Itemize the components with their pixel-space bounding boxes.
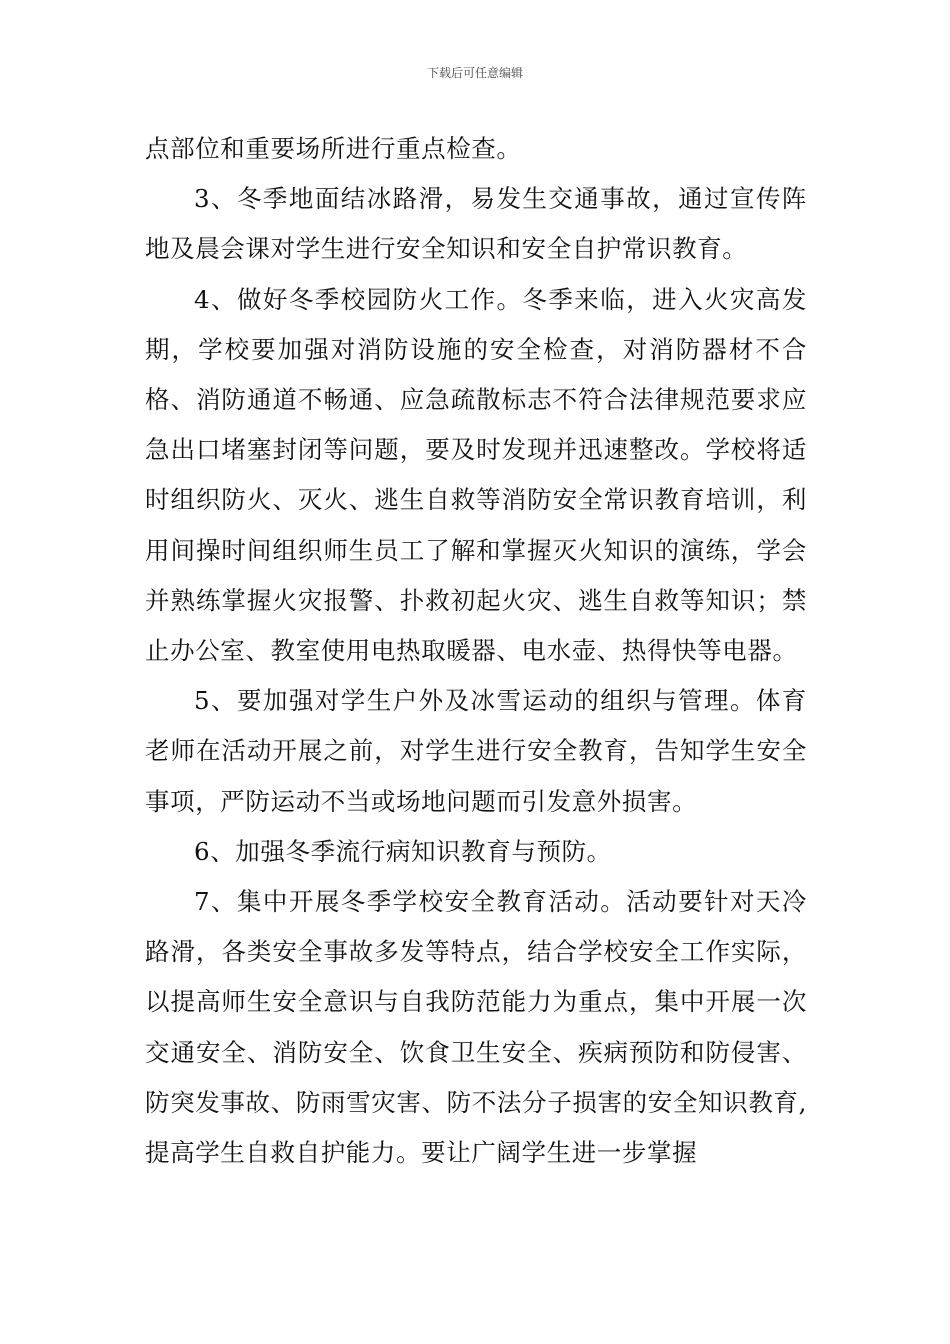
paragraph-item-5: 5、要加强对学生户外及冰雪运动的组织与管理。体育老师在活动开展之前，对学生进行安全教育，告知学生安全事项，严防运动不当或场地问题而引发意外损害。 <box>145 686 807 816</box>
paragraph-item-7: 7、集中开展冬季学校安全教育活动。活动要针对天冷路滑，各类安全事故多发等特点，结合学校安全工作实际，以提高师生安全意识与自我防范能力为重点，集中开展一次交通安全、消防安全、饮食卫生安全、疾病预防和防侵害、防突发事故、防雨雪灾害、防不法分子损害的安全知识教育,提高学生自救自护能力。要让广阔学生进一步掌握 <box>145 887 807 1168</box>
paragraph-continuation: 点部位和重要场所进行重点检查。 <box>145 134 522 163</box>
document-body <box>145 124 807 1178</box>
paragraph-item-4: 4、做好冬季校园防火工作。冬季来临，进入火灾高发期，学校要加强对消防设施的安全检查，对消防器材不合格、消防通道不畅通、应急疏散标志不符合法律规范要求应急出口堵塞封闭等问题，要及时发现并迅速整改。学校将适时组织防火、灭火、逃生自救等消防安全常识教育培训，利用间操时间组织师生员工了解和掌握灭火知识的演练，学会并熟练掌握火灾报警、扑救初起火灾、逃生自救等知识；禁止办公室、教室使用电热取暖器、电水壶、热得快等电器。 <box>145 284 807 666</box>
paragraph-item-3: 3、冬季地面结冰路滑，易发生交通事故，通过宣传阵地及晨会课对学生进行安全知识和安全自护常识教育。 <box>145 184 807 264</box>
paragraph-item-6: 6、加强冬季流行病知识教育与预防。 <box>194 836 612 866</box>
page-header: 下载后可任意编辑 <box>426 66 523 80</box>
